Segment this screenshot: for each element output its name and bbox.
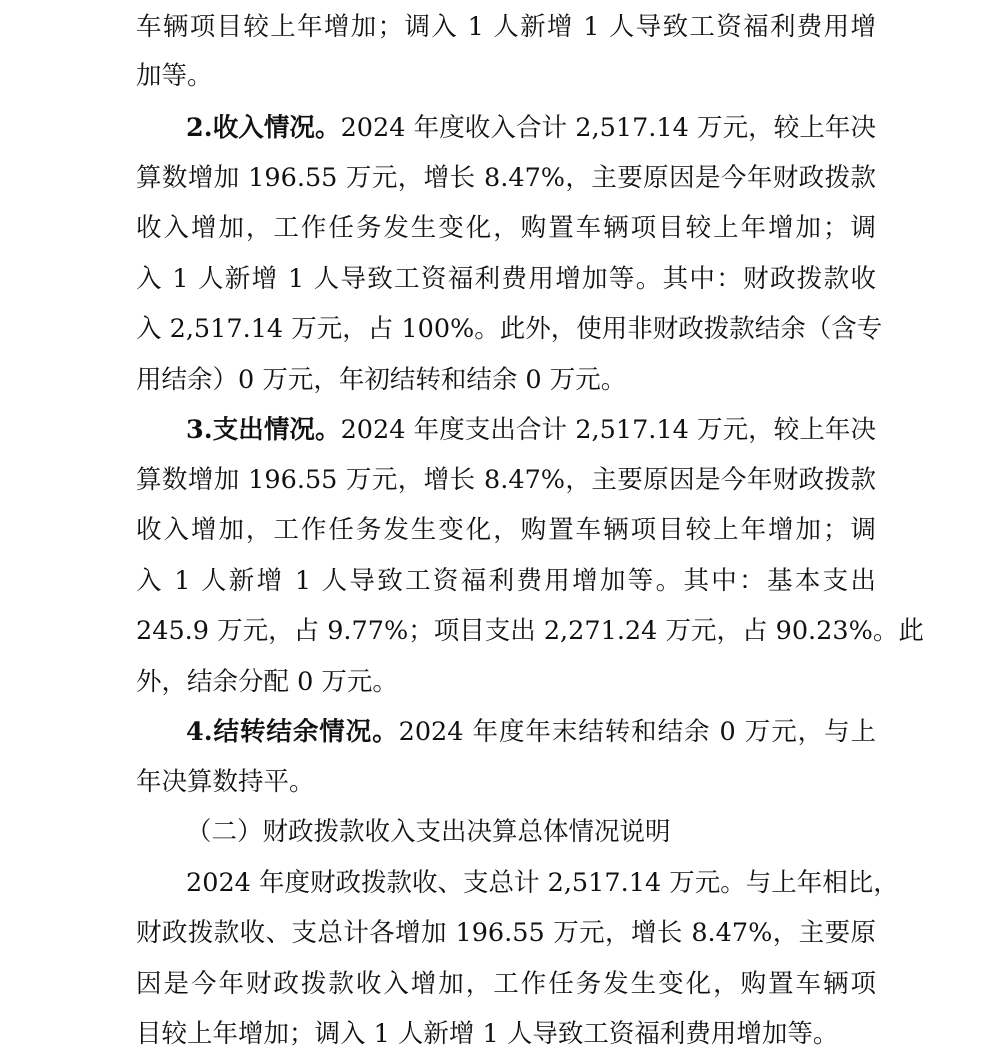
paragraph-text: 2024 年度收入合计 2,517.14 万元，较上年决 <box>340 113 876 143</box>
paragraph-first-line <box>186 707 876 757</box>
paragraph-line: 245.9 万元，占 9.77%；项目支出 2,271.24 万元，占 90.23%。此 <box>136 616 924 646</box>
paragraph-line: 目较上年增加；调入 1 人新增 1 人导致工资福利费用增加等。 <box>136 1019 839 1049</box>
paragraph-line: 入 1 人新增 1 人导致工资福利费用增加等。其中：基本支出 <box>136 566 876 596</box>
paragraph-first-line <box>186 405 876 455</box>
paragraph-line: 因是今年财政拨款收入增加，工作任务发生变化，购置车辆项 <box>136 969 876 999</box>
paragraph-line: 算数增加 196.55 万元，增长 8.47%，主要原因是今年财政拨款 <box>136 163 876 193</box>
paragraph-line: 收入增加，工作任务发生变化，购置车辆项目较上年增加；调 <box>136 515 876 545</box>
paragraph-line: 财政拨款收、支总计各增加 196.55 万元，增长 8.47%，主要原 <box>136 918 876 948</box>
income-heading: 2.收入情况。 <box>186 113 341 143</box>
paragraph-line: 入 1 人新增 1 人导致工资福利费用增加等。其中：财政拨款收 <box>136 264 876 294</box>
section-heading: （二）财政拨款收入支出决算总体情况说明 <box>186 817 671 847</box>
carryover-heading: 4.结转结余情况。 <box>186 717 399 747</box>
paragraph-line: 车辆项目较上年增加；调入 1 人新增 1 人导致工资福利费用增 <box>136 12 876 42</box>
paragraph-first-line: 2024 年度财政拨款收、支总计 2,517.14 万元。与上年相比， <box>186 868 899 898</box>
paragraph-line: 外，结余分配 0 万元。 <box>136 667 398 697</box>
paragraph-line: 加等。 <box>136 61 213 91</box>
paragraph-text: 2024 年度年末结转和结余 0 万元，与上 <box>398 717 877 747</box>
paragraph-line: 入 2,517.14 万元，占 100%。此外，使用非财政拨款结余（含专 <box>136 314 883 344</box>
paragraph-first-line <box>186 103 876 153</box>
paragraph-line: 算数增加 196.55 万元，增长 8.47%，主要原因是今年财政拨款 <box>136 465 876 495</box>
paragraph-text: 2024 年度支出合计 2,517.14 万元，较上年决 <box>340 415 876 445</box>
paragraph-line: 收入增加，工作任务发生变化，购置车辆项目较上年增加；调 <box>136 213 876 243</box>
expense-heading: 3.支出情况。 <box>186 415 341 445</box>
paragraph-line: 用结余）0 万元，年初结转和结余 0 万元。 <box>136 365 627 395</box>
paragraph-line: 年决算数持平。 <box>136 767 315 797</box>
